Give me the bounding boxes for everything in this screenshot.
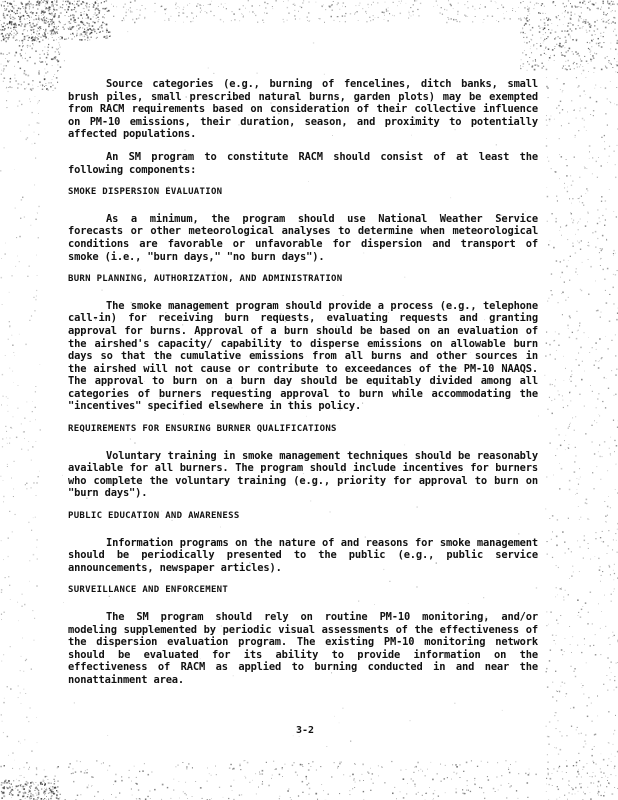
- paragraph-smoke-dispersion: As a minimum, the program should use National Weather Service forecasts or other meteorological analyses to determine when meteorological conditions are favorable or unfavorable for dispersion and transport of smoke (i.e., "burn days," "no burn days").: [68, 212, 538, 263]
- paragraph-components-intro: An SM program to constitute RACM should consist of at least the following components:: [68, 150, 538, 176]
- paragraph-burn-planning: The smoke management program should provide a process (e.g., telephone call-in) for receiving burn requests, evaluating requests and granting approval for burns. Approval of a burn should be based on an evaluation of the airshed's capacity/ capability to disperse emissions on allowable burn days so that the cumulative emissions from all burns and other sources in the airshed will not cause or contribute to exceedances of the PM-10 NAAQS. The approval to burn on a burn day should be equitably divided among all categories of burners requesting approval to burn while accommodating the "incentives" specified elsewhere in this policy.: [68, 299, 538, 413]
- heading-smoke-dispersion: SMOKE DISPERSION EVALUATION: [68, 187, 223, 198]
- paragraph-public-education: Information programs on the nature of and reasons for smoke management should be periodically presented to the public (e.g., public service announcements, newspaper articles).: [68, 536, 538, 574]
- paragraph-source-categories: Source categories (e.g., burning of fencelines, ditch banks, small brush piles, small prescribed natural burns, garden plots) may be exempted from RACM requirements based on consideration of their collective influence on PM-10 emissions, their duration, season, and proximity to potentially affected populations.: [68, 78, 538, 141]
- heading-surveillance: SURVEILLANCE AND ENFORCEMENT: [68, 585, 229, 596]
- paragraph-burner-qualifications: Voluntary training in smoke management techniques should be reasonably available for all burners. The program should include incentives for burners who complete the voluntary training (e.g., priority for approval to burn on "burn days").: [68, 449, 538, 500]
- heading-public-education: PUBLIC EDUCATION AND AWARENESS: [68, 511, 240, 522]
- document-body: [68, 78, 538, 697]
- heading-burner-qualifications: REQUIREMENTS FOR ENSURING BURNER QUALIFICATIONS: [68, 424, 337, 435]
- page-number: 3-2: [296, 725, 315, 736]
- heading-burn-planning: BURN PLANNING, AUTHORIZATION, AND ADMINISTRATION: [68, 274, 343, 285]
- paragraph-surveillance: The SM program should rely on routine PM-10 monitoring, and/or modeling supplemented by periodic visual assessments of the effectiveness of the dispersion evaluation program. The existing PM-10 monitoring network should be evaluated for its ability to provide information on the effectiveness of RACM as applied to burning conducted in and near the nonattainment area.: [68, 611, 538, 686]
